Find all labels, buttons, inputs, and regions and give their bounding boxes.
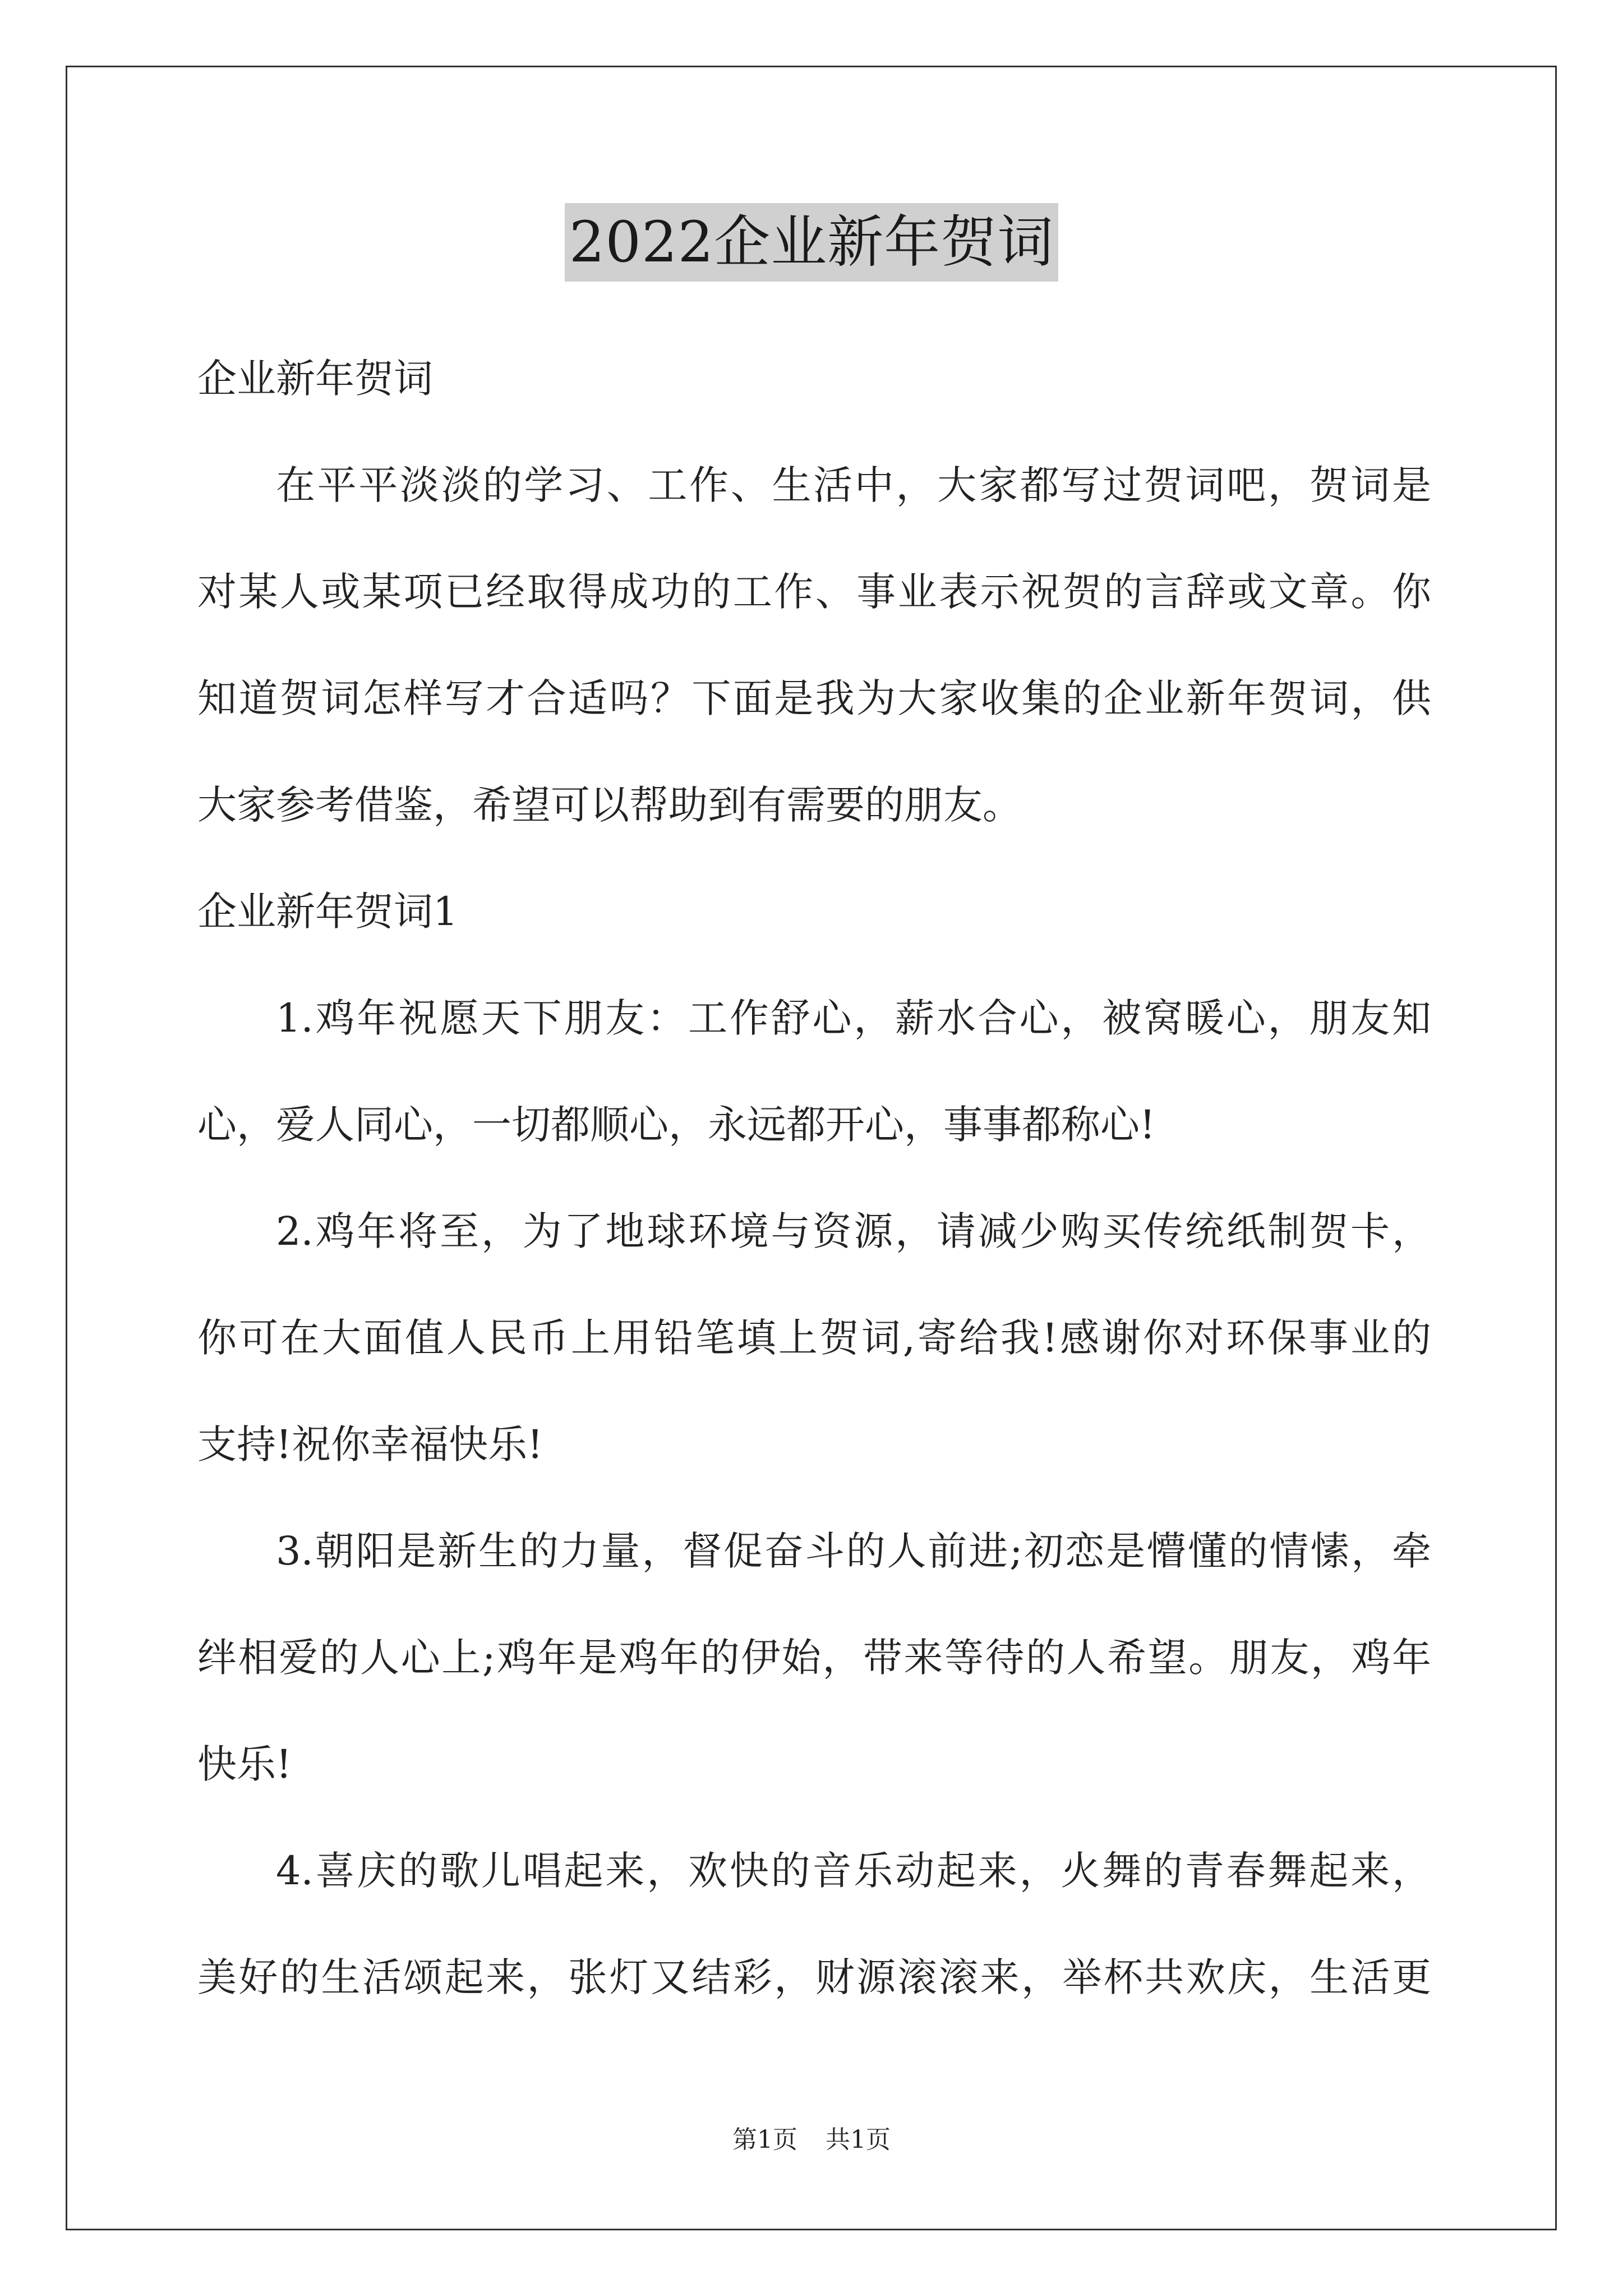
text-line: 3.朝阳是新生的力量，督促奋斗的人前进;初恋是懵懂的情愫，牵: [276, 1528, 1431, 1574]
text-line: 4.喜庆的歌儿唱起来，欢快的音乐动起来，火舞的青春舞起来，: [276, 1848, 1431, 1894]
document-body: [197, 325, 1431, 2031]
title-container: [0, 203, 1623, 282]
text-line: 大家参考借鉴，希望可以帮助到有需要的朋友。: [197, 782, 1022, 828]
text-line: 企业新年贺词1: [197, 889, 458, 935]
page-footer: [0, 2123, 1623, 2157]
text-line: 支持!祝你幸福快乐!: [197, 1421, 543, 1467]
text-line: 在平平淡淡的学习、工作、生活中，大家都写过贺词吧，贺词是: [276, 462, 1431, 508]
document-title: 2022企业新年贺词: [565, 203, 1059, 282]
text-line: 心，爱人同心，一切都顺心，永远都开心，事事都称心!: [197, 1102, 1156, 1148]
text-line: 绊相爱的人心上;鸡年是鸡年的伊始，带来等待的人希望。朋友，鸡年: [197, 1635, 1431, 1681]
page-total: 共1页: [826, 2125, 891, 2154]
text-line: 快乐!: [197, 1741, 292, 1787]
text-line: 1.鸡年祝愿天下朋友：工作舒心，薪水合心，被窝暖心，朋友知: [276, 995, 1431, 1041]
text-line: 对某人或某项已经取得成功的工作、事业表示祝贺的言辞或文章。你: [197, 569, 1431, 615]
text-line: 企业新年贺词: [197, 356, 433, 402]
page-number: 第1页: [732, 2125, 797, 2154]
text-line: 2.鸡年将至，为了地球环境与资源，请减少购买传统纸制贺卡，: [276, 1208, 1431, 1254]
text-line: 你可在大面值人民币上用铅笔填上贺词,寄给我!感谢你对环保事业的: [197, 1315, 1431, 1361]
text-line: 美好的生活颂起来，张灯又结彩，财源滚滚来，举杯共欢庆，生活更: [197, 1954, 1431, 2000]
text-line: 知道贺词怎样写才合适吗？下面是我为大家收集的企业新年贺词，供: [197, 675, 1431, 721]
